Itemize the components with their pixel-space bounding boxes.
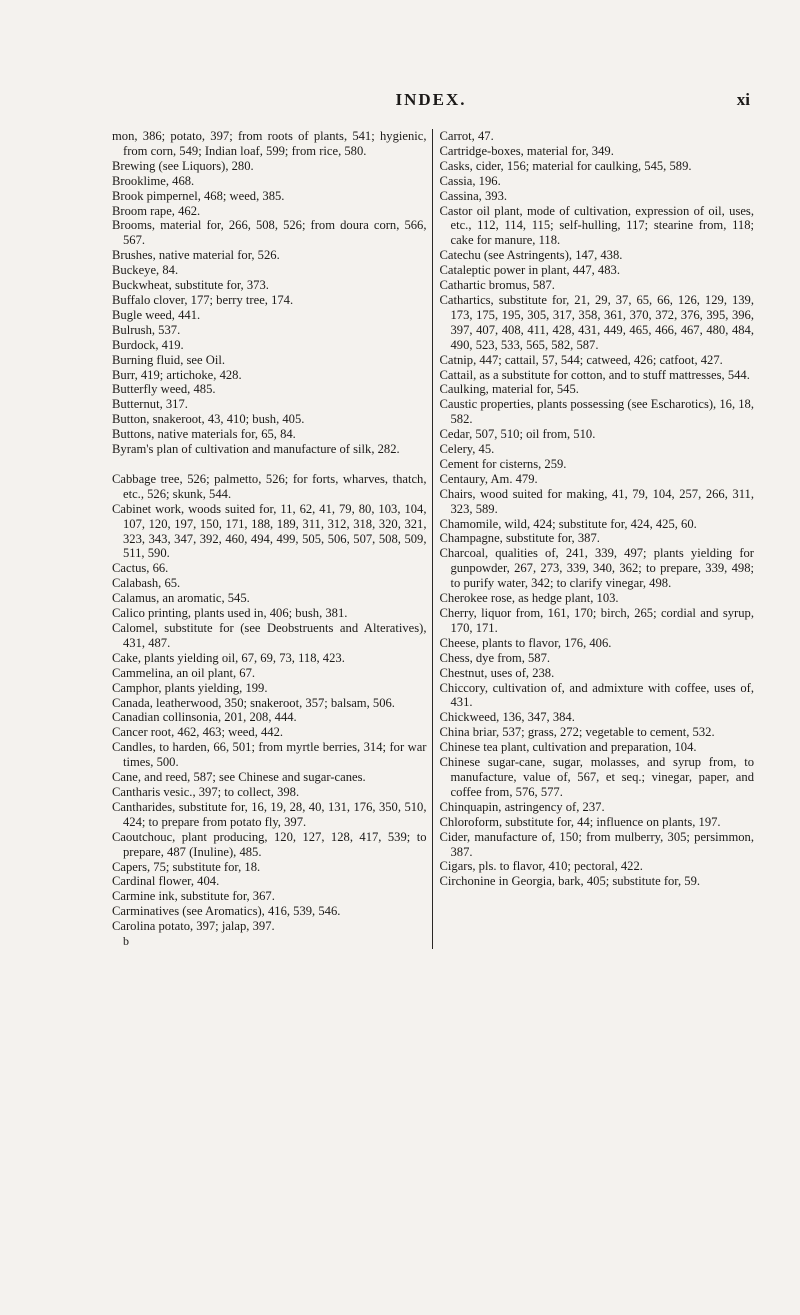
index-entry: Cheese, plants to flavor, 176, 406.: [439, 635, 612, 650]
right-column: [432, 129, 755, 949]
index-entry: Button, snakeroot, 43, 410; bush, 405.: [112, 412, 305, 427]
index-entry: Carminatives (see Aromatics), 416, 539, 546.: [112, 904, 341, 919]
index-entry: China briar, 537; grass, 272; vegetable to cement, 532.: [439, 725, 715, 740]
index-entry: Caoutchouc, plant producing, 120, 127, 128, 417, 539; to prepare, 487 (Inuline), 485.: [112, 829, 427, 859]
index-entry: Castor oil plant, mode of cultivation, expression of oil, uses, etc., 112, 114, 115; self-hulling, 117; stearine from, 118; cake for manure, 118.: [439, 203, 754, 248]
index-entry: Cataleptic power in plant, 447, 483.: [439, 263, 620, 278]
index-entry: Celery, 45.: [439, 442, 495, 457]
index-entry: Cabbage tree, 526; palmetto, 526; for forts, wharves, thatch, etc., 526; skunk, 544.: [112, 471, 427, 501]
index-entry: Cabinet work, woods suited for, 11, 62, 41, 79, 80, 103, 104, 107, 120, 197, 150, 171, 188, 189, 311, 312, 318, 320, 321, 323, 343, 347, 392, 460, 494, 499, 505, 506, 507, 508, 509, 511, 590.: [112, 501, 427, 561]
index-entry: Calomel, substitute for (see Deobstruents and Alteratives), 431, 487.: [112, 621, 427, 650]
index-entry: Calabash, 65.: [112, 576, 181, 591]
index-entry: Cedar, 507, 510; oil from, 510.: [439, 427, 596, 442]
index-entry: Broom rape, 462.: [112, 203, 201, 218]
index-entry: Byram's plan of cultivation and manufacture of silk, 282.: [112, 442, 400, 457]
index-entry: Cathartics, substitute for, 21, 29, 37, 65, 66, 126, 129, 139, 173, 175, 195, 305, 317, 358, 361, 370, 372, 376, 395, 396, 397, 407, 408, 411, 428, 431, 449, 465, 466, 467, 480, 484, 490, 523, 533, 565, 582, 587.: [439, 292, 754, 352]
index-entry: Cammelina, an oil plant, 67.: [112, 665, 256, 680]
index-entry: Bulrush, 537.: [112, 322, 181, 337]
index-entry: Cathartic bromus, 587.: [439, 278, 555, 293]
index-entry: Carmine ink, substitute for, 367.: [112, 889, 275, 904]
index-entry: Cartridge-boxes, material for, 349.: [439, 143, 614, 158]
index-entry: Chinese tea plant, cultivation and preparation, 104.: [439, 740, 697, 755]
index-entry: Cherokee rose, as hedge plant, 103.: [439, 591, 619, 606]
index-entry: Catechu (see Astringents), 147, 438.: [439, 248, 623, 263]
index-entry: Cardinal flower, 404.: [112, 874, 220, 889]
index-entry: Cattail, as a substitute for cotton, and to stuff mattresses, 544.: [439, 367, 750, 382]
index-entry: Chairs, wood suited for making, 41, 79, 104, 257, 266, 311, 323, 589.: [439, 486, 754, 516]
index-entry: Charcoal, qualities of, 241, 339, 497; plants yielding for gunpowder, 267, 273, 339, 340, 362; to prepare, 339, 498; to purify water, 342; to clarify vinegar, 498.: [439, 546, 754, 591]
index-entry: Canada, leatherwood, 350; snakeroot, 357; balsam, 506.: [112, 695, 395, 710]
index-entry: Calamus, an aromatic, 545.: [112, 591, 250, 606]
index-entry: Capers, 75; substitute for, 18.: [112, 859, 261, 874]
index-entry: Canadian collinsonia, 201, 208, 444.: [112, 710, 297, 725]
index-entry: Cherry, liquor from, 161, 170; birch, 265; cordial and syrup, 170, 171.: [439, 606, 754, 635]
index-entry: Chloroform, substitute for, 44; influence on plants, 197.: [439, 814, 721, 829]
index-entry: Cement for cisterns, 259.: [439, 456, 567, 471]
index-entry: Chamomile, wild, 424; substitute for, 424, 425, 60.: [439, 516, 697, 531]
index-entry: Brooklime, 468.: [112, 173, 195, 188]
index-entry: Cantharides, substitute for, 16, 19, 28, 40, 131, 176, 350, 510, 424; to prepare from potato fly, 397.: [112, 799, 427, 829]
index-entry: Cider, manufacture of, 150; from mulberry, 305; persimmon, 387.: [439, 829, 754, 859]
index-entry: Cigars, pls. to flavor, 410; pectoral, 422.: [439, 859, 643, 874]
index-entry: Cactus, 66.: [112, 561, 169, 576]
index-entry: Brushes, native material for, 526.: [112, 248, 280, 263]
left-column: [112, 129, 430, 949]
index-entry: Carolina potato, 397; jalap, 397.: [112, 919, 275, 934]
index-entry: Chinquapin, astringency of, 237.: [439, 799, 605, 814]
index-entry: Chickweed, 136, 347, 384.: [439, 710, 575, 725]
index-entry: Cancer root, 462, 463; weed, 442.: [112, 725, 284, 740]
index-entry: Buckeye, 84.: [112, 263, 179, 278]
index-entry: Caulking, material for, 545.: [439, 382, 579, 397]
index-entry: Candles, to harden, 66, 501; from myrtle berries, 314; for war times, 500.: [112, 740, 427, 770]
page-header: [112, 90, 750, 114]
page-number: xi: [736, 90, 750, 109]
index-entry: Casks, cider, 156; material for caulking, 545, 589.: [439, 158, 692, 173]
index-entry: Chiccory, cultivation of, and admixture with coffee, uses of, 431.: [439, 680, 754, 710]
index-entry: Burr, 419; artichoke, 428.: [112, 367, 242, 382]
index-entry: Bugle weed, 441.: [112, 307, 201, 322]
index-entry: Chess, dye from, 587.: [439, 650, 551, 665]
index-entry: Brewing (see Liquors), 280.: [112, 158, 254, 173]
index-entry: Buffalo clover, 177; berry tree, 174.: [112, 292, 294, 307]
index-entry: Brooms, material for, 266, 508, 526; from doura corn, 566, 567.: [112, 218, 427, 248]
index-entry: Burdock, 419.: [112, 337, 184, 352]
index-entry: Burning fluid, see Oil.: [112, 352, 225, 367]
index-entry: Camphor, plants yielding, 199.: [112, 680, 268, 695]
index-columns: [112, 129, 754, 949]
index-entry: Cassia, 196.: [439, 173, 501, 188]
index-entry: Circhonine in Georgia, bark, 405; substitute for, 59.: [439, 874, 701, 889]
index-entry: Calico printing, plants used in, 406; bush, 381.: [112, 606, 348, 621]
index-entry: Carrot, 47.: [439, 129, 494, 143]
index-entry: Catnip, 447; cattail, 57, 544; catweed, 426; catfoot, 427.: [439, 352, 723, 367]
index-entry: Butternut, 317.: [112, 397, 188, 412]
index-entry: Champagne, substitute for, 387.: [439, 531, 600, 546]
index-entry: Cane, and reed, 587; see Chinese and sugar-canes.: [112, 770, 366, 785]
index-entry: Chestnut, uses of, 238.: [439, 665, 555, 680]
index-entry: Buckwheat, substitute for, 373.: [112, 278, 269, 293]
index-entry: Cassina, 393.: [439, 188, 508, 203]
index-entry: Caustic properties, plants possessing (see Escharotics), 16, 18, 582.: [439, 397, 754, 427]
index-entry: Cake, plants yielding oil, 67, 69, 73, 118, 423.: [112, 650, 345, 665]
page-title: INDEX.: [395, 90, 467, 109]
signature-mark: b: [123, 934, 129, 949]
index-entry: Chinese sugar-cane, sugar, molasses, and syrup from, to manufacture, value of, 567, et seq.; vinegar, paper, and coffee from, 576, 577.: [439, 755, 754, 799]
index-entry: Buttons, native materials for, 65, 84.: [112, 427, 296, 442]
index-entry: mon, 386; potato, 397; from roots of plants, 541; hygienic, from corn, 549; Indian loaf, 599; from rice, 580.: [112, 129, 427, 158]
index-entry: Cantharis vesic., 397; to collect, 398.: [112, 784, 300, 799]
index-entry: Centaury, Am. 479.: [439, 471, 538, 486]
index-entry: Butterfly weed, 485.: [112, 382, 216, 397]
index-entry: Brook pimpernel, 468; weed, 385.: [112, 188, 285, 203]
